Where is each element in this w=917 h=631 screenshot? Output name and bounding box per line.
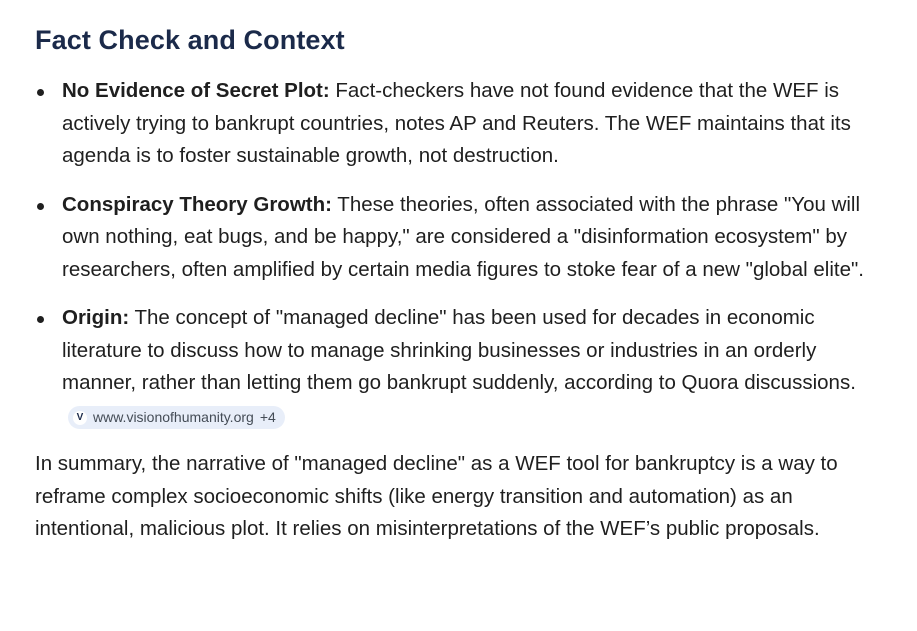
point-text: These theories, often associated with the phrase "You will own nothing, eat bugs, and be happy," are considered a "disinformation ecosystem" by researchers, often amplified by certain media figures to stoke fear of a new "global elite". [62,192,864,281]
bullet-icon [37,203,44,210]
bullet-icon [37,316,44,323]
point-label: No Evidence of Secret Plot: [62,79,330,102]
list-item [35,75,889,173]
source-domain: www.visionofhumanity.org [93,409,254,425]
source-more-count: +4 [259,409,276,425]
summary-paragraph: In summary, the narrative of "managed decline" as a WEF tool for bankruptcy is a way to reframe complex socioeconomic shifts (like energy transition and automation) as an intentional, malicious plot. It relies on misinterpretations of the WEF’s public proposals. [35,452,838,540]
list-item [35,302,889,432]
source-chip[interactable] [68,406,285,429]
site-favicon-icon: V [73,411,87,425]
bullet-icon [37,89,44,96]
point-text: Fact-checkers have not found evidence that the WEF is actively trying to bankrupt countries, notes AP and Reuters. The WEF maintains that its agenda is to foster sustainable growth, not destruction. [62,79,851,167]
point-text: The concept of "managed decline" has been used for decades in economic literature to discuss how to manage shrinking businesses or industries in an orderly manner, rather than letting them go bankrupt suddenly, according to Quora discussions. [62,306,856,394]
point-label: Origin: [62,306,130,329]
point-label: Conspiracy Theory Growth: [62,192,332,216]
section-heading: Fact Check and Context [35,25,345,55]
fact-check-list [35,75,889,432]
list-item [35,189,889,287]
